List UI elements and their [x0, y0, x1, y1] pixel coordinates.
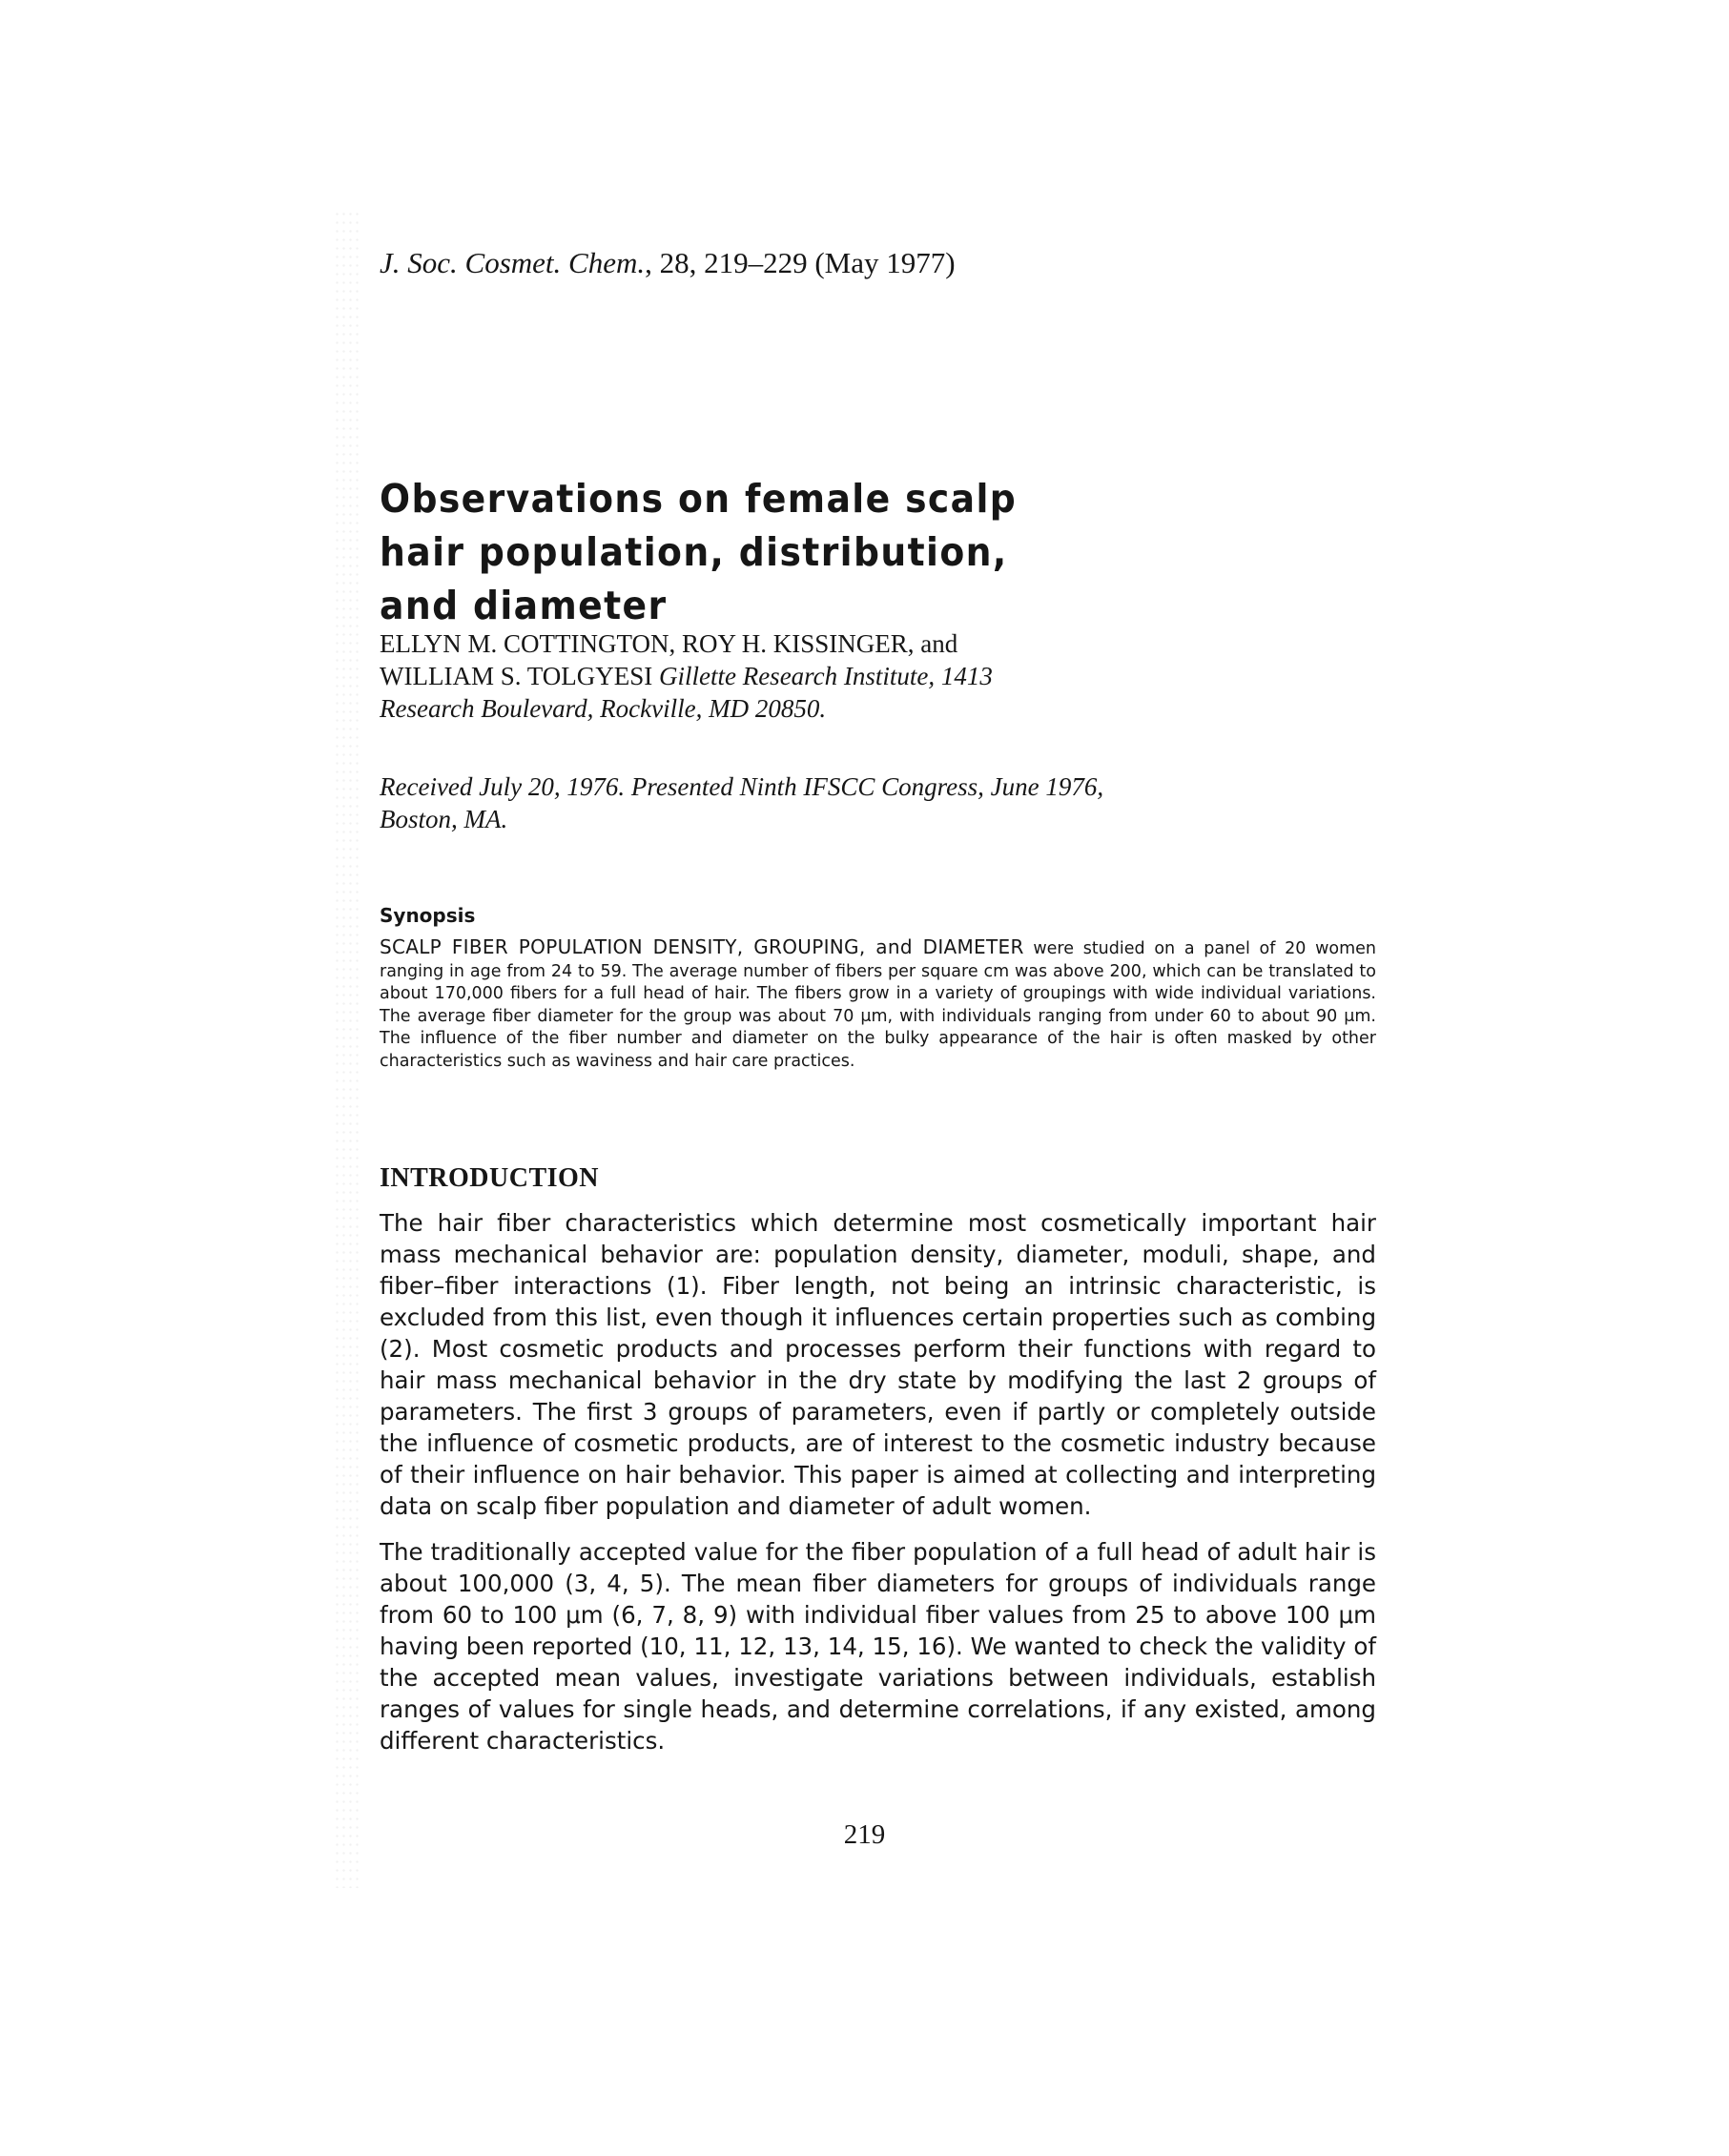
volume-pages: , 28, 219–229 (May 1977) [645, 246, 956, 279]
synopsis-heading: Synopsis [380, 904, 476, 927]
author-block [380, 627, 1047, 725]
journal-citation [380, 246, 956, 280]
affiliation: Gillette Research Institute, 1413 Research Boulevard, Rockville, MD 20850. [380, 662, 993, 723]
synopsis-text [380, 936, 1376, 1073]
introduction-heading: INTRODUCTION [380, 1163, 600, 1193]
introduction-paragraph-2: The traditionally accepted value for the fiber population of a full head of adult hair is about 100,000 (3, 4, 5). The mean fiber diameters for groups of individuals range from 60 to 100 μm (6, 7, 8, 9) with individual fiber values from 25 to above 100 μm having been reported (10, 11, 12, 13, 14, 15, 16). We wanted to check the validity of the accepted mean values, investigate variations between individuals, establish ranges of values for single heads, and determine correlations, if any existed, among different characteristics. [380, 1538, 1376, 1755]
received-note: Received July 20, 1976. Presented Ninth IFSCC Congress, June 1976, Boston, MA. [380, 772, 1104, 833]
article-title: Observations on female scalp hair population, distribution, and diameter [380, 476, 1018, 628]
journal-name: J. Soc. Cosmet. Chem. [380, 246, 646, 279]
author-names: ELLYN M. COTTINGTON, ROY H. KISSINGER, and WILLIAM S. TOLGYESI [380, 629, 958, 690]
scan-margin-speckle [334, 210, 360, 1888]
page-number: 219 [843, 1819, 886, 1850]
synopsis-lead: SCALP FIBER POPULATION DENSITY, GROUPING, and DIAMETER [380, 935, 1024, 958]
introduction-paragraph-1: The hair fiber characteristics which determine most cosmetically important hair mass mechanical behavior are: population density, diameter, moduli, shape, and fiber–fiber interactions (1). Fiber length, not being an intrinsic characteristic, is excluded from this list, even though it influences certain properties such as combing (2). Most cosmetic products and processes perform their functions with regard to hair mass mechanical behavior in the dry state by modifying the last 2 groups of parameters. The first 3 groups of parameters, even if partly or completely outside the influence of cosmetic products, are of interest to the cosmetic industry because of their influence on hair behavior. This paper is aimed at collecting and interpreting data on scalp fiber population and diameter of adult women. [380, 1209, 1376, 1520]
synopsis-body: were studied on a panel of 20 women ranging in age from 24 to 59. The average number of fibers per square cm was above 200, which can be translated to about 170,000 fibers for a full head of hair. The fibers grow in a variety of groupings with wide individual variations. The average fiber diameter for the group was about 70 μm, with individuals ranging from under 60 to about 90 μm. The influence of the fiber number and diameter on the bulky appearance of the hair is often masked by other characteristics such as waviness and hair care practices. [380, 939, 1376, 1071]
